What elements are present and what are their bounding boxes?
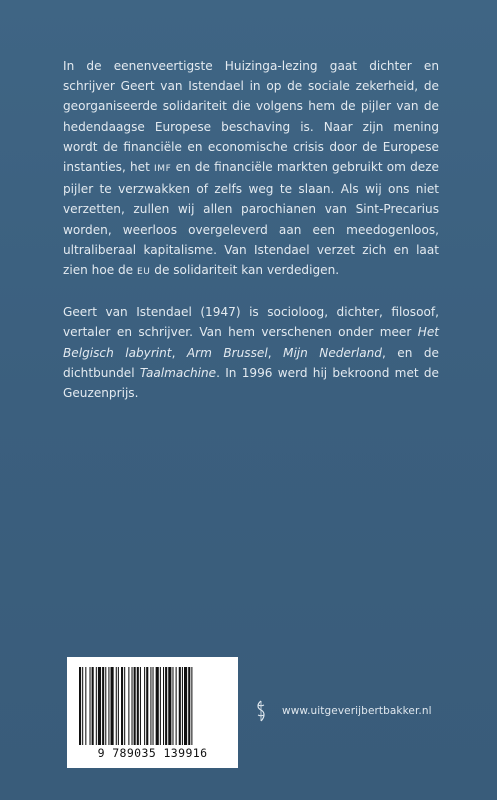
barcode-bar <box>92 667 94 745</box>
book-title: Arm Brussel <box>186 345 268 360</box>
blurb-paragraph-summary <box>63 56 439 282</box>
barcode-bar <box>79 667 81 745</box>
barcode-bar <box>121 667 123 745</box>
barcode-bar <box>150 667 151 745</box>
barcode-bar <box>102 667 104 745</box>
barcode-bar <box>179 667 181 745</box>
barcode-bar <box>98 667 101 745</box>
bio-text: . In 1996 werd hij bekroond met de Geuzenprijs. <box>63 365 440 401</box>
isbn-barcode <box>67 657 238 768</box>
barcode-bar <box>108 667 109 745</box>
barcode-bar <box>96 667 97 745</box>
barcode-bar <box>128 667 129 745</box>
barcode-bar <box>191 667 192 745</box>
publisher-footer <box>254 700 432 722</box>
blurb-text: en de financiële markten gebruikt om deze pijler te verzwakken of zelfs weg te slaan. Als wij ons niet verzetten, zullen wij allen parochianen van Sint-Precarius worden, weerloos overgeleverd aan een meedogenloos, ultraliberaal kapitalisme. Van Istendael verzet zich en laat zien hoe de <box>63 160 439 278</box>
book-title: Taalmachine <box>139 365 217 380</box>
barcode-bar <box>134 667 136 745</box>
barcode-bar <box>144 667 145 745</box>
barcode-bar <box>176 667 177 745</box>
barcode-bar <box>168 667 171 745</box>
publisher-website-link[interactable]: www.uitgeverijbertbakker.nl <box>282 705 432 717</box>
blurb-text: de solidariteit kan verdedigen. <box>150 263 340 278</box>
barcode-bar <box>146 667 148 745</box>
barcode-bar <box>140 667 141 745</box>
barcode-bar <box>82 667 83 745</box>
bert-bakker-logo-icon <box>254 700 268 722</box>
blurb-text: In de eenenveertigste Huizinga-lezing gaat dichter en schrijver Geert van Istendael in op de sociale zekerheid, de georganiseerde solidariteit die volgens hem de pijler van de hedendaagse Europese beschaving is. Naar zijn mening wordt de financiële en economische crisis door de Europese instanties, het <box>63 59 439 175</box>
barcode-bar <box>153 667 154 745</box>
barcode-bar <box>90 667 91 745</box>
barcode-bar <box>188 667 190 745</box>
back-cover-blurb <box>63 56 439 403</box>
barcode-bar <box>105 667 106 745</box>
barcode-bar <box>137 667 139 745</box>
barcode-bar <box>116 667 117 745</box>
isbn-number: 9 789035 139916 <box>97 746 208 760</box>
bio-text: , <box>171 345 187 360</box>
blurb-paragraph-author-bio <box>63 302 439 403</box>
barcode-bar <box>163 667 164 745</box>
barcode-bar <box>85 667 86 745</box>
blurb-abbreviation-imf: IMF <box>154 164 172 175</box>
book-title: Mijn Nederland <box>283 345 382 360</box>
blurb-abbreviation-eu: EU <box>136 267 151 278</box>
barcode-bar <box>165 667 167 745</box>
book-title: Het Belgisch labyrint <box>63 325 439 360</box>
barcode-bar <box>184 667 187 745</box>
barcode-bar <box>160 667 161 745</box>
barcode-bar <box>118 667 119 745</box>
barcode-bar <box>111 667 114 745</box>
barcode-bar <box>124 667 125 745</box>
barcode-bar <box>156 667 159 745</box>
bio-text: Geert van Istendael (1947) is socioloog, dichter, filosoof, vertaler en schrijver. Van hem verschenen onder meer <box>63 305 439 340</box>
barcode-bar <box>182 667 183 745</box>
barcode-bar <box>132 667 133 745</box>
bio-text: , <box>267 345 284 360</box>
bio-text: , en de dichtbundel <box>63 345 439 380</box>
barcode-bar <box>172 667 173 745</box>
barcode-bars <box>77 667 228 745</box>
